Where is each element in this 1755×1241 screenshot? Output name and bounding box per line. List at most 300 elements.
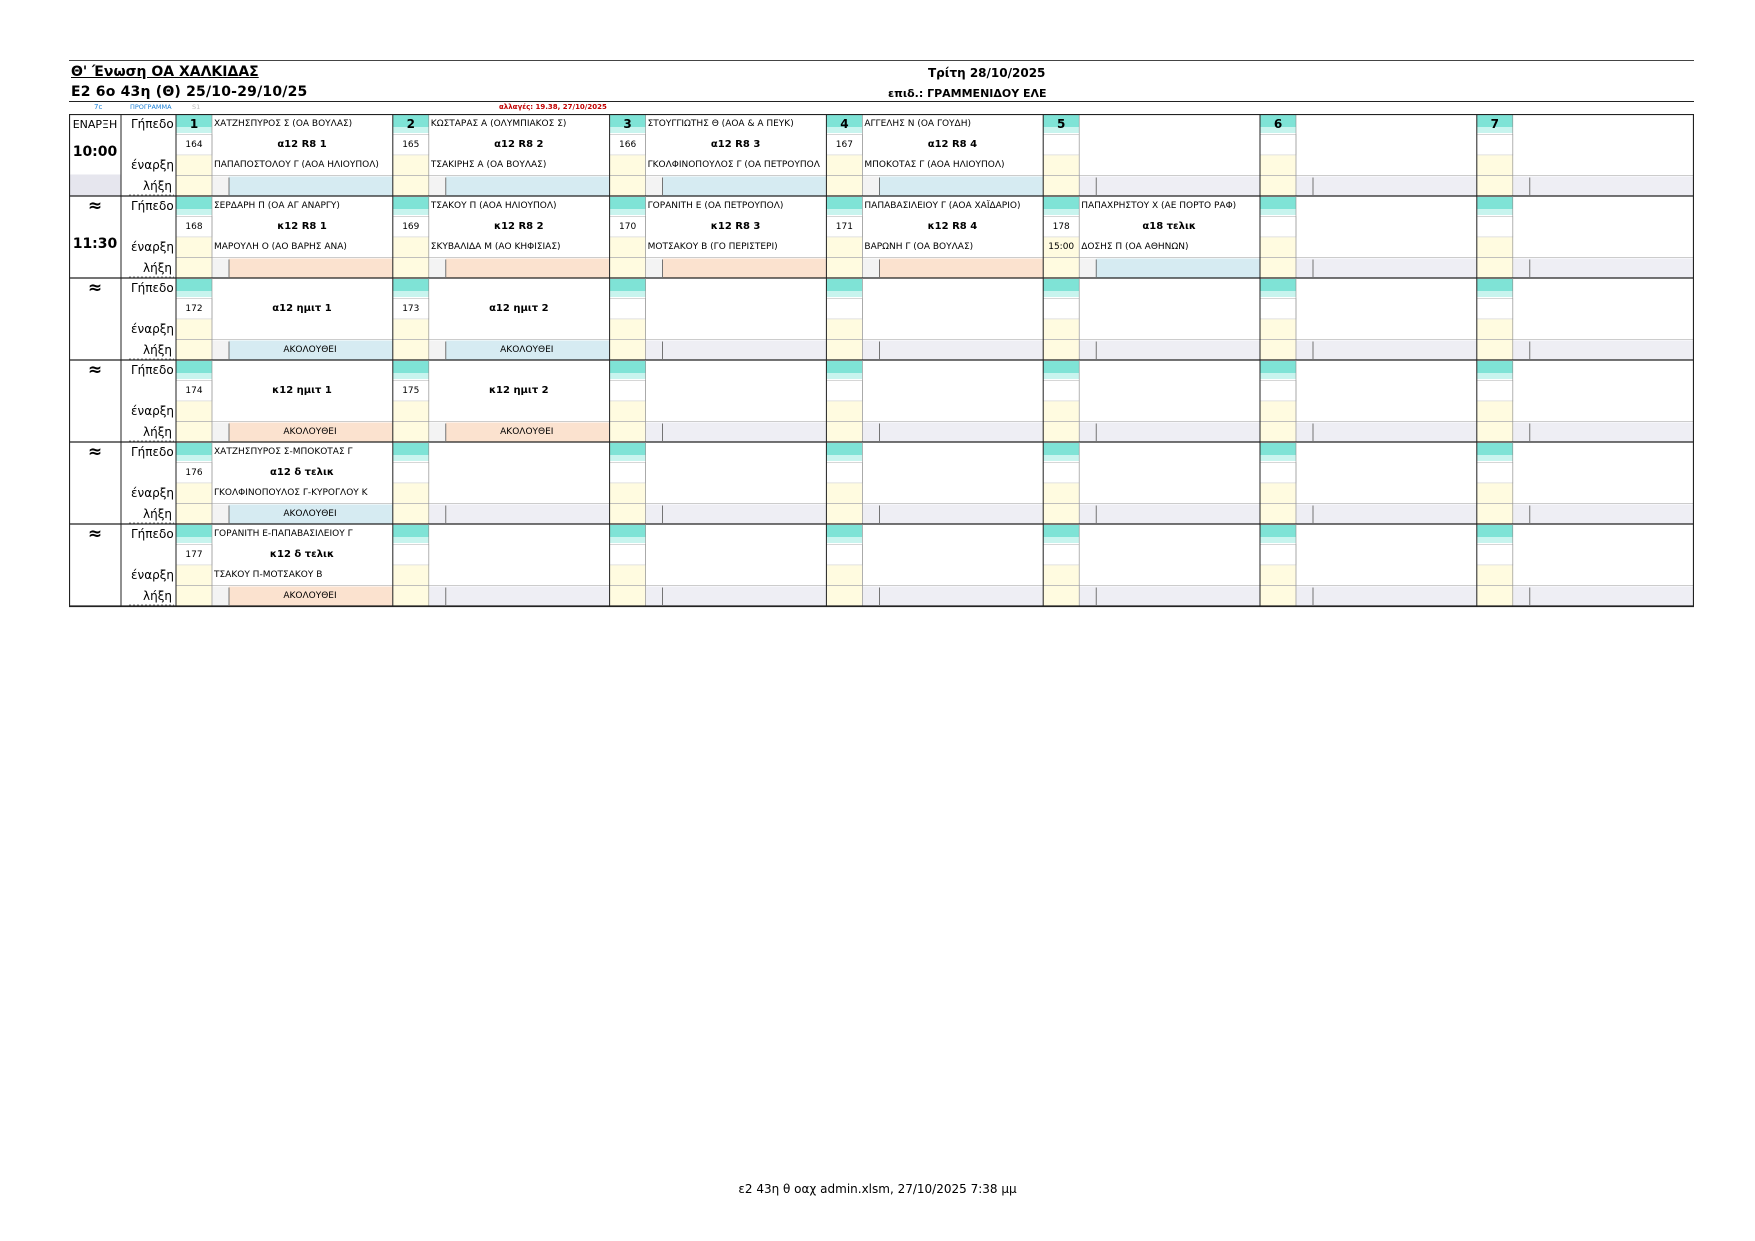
- end-time-cell: [1260, 422, 1296, 443]
- end-row-band: [1313, 341, 1477, 361]
- match-number-cell: [1477, 299, 1513, 320]
- end-row-prefix: [212, 587, 229, 607]
- court-header-gradient: [1477, 455, 1513, 461]
- start-label: έναρξη: [131, 158, 175, 172]
- start-label: έναρξη: [131, 486, 175, 500]
- end-time-cell: [1260, 586, 1296, 607]
- start-time-cell: [1477, 483, 1513, 504]
- court-header-cell: [1477, 443, 1513, 455]
- court-header-cell: [1043, 361, 1079, 373]
- end-row-band: [1530, 423, 1694, 443]
- start-time-cell: [1043, 565, 1079, 586]
- court-header-gradient: [176, 373, 212, 379]
- court-header-cell: [1260, 525, 1296, 537]
- court-label: Γήπεδο: [131, 445, 174, 459]
- player-top: ΓΟΡΑΝΙΤΗ Ε-ΠΑΠΑΒΑΣΙΛΕΙΟΥ Γ: [214, 529, 353, 539]
- end-time-cell: [1043, 422, 1079, 443]
- start-time-cell: [1260, 565, 1296, 586]
- court-header-gradient: [1043, 209, 1079, 215]
- match-category: α12 ημιτ 1: [272, 302, 332, 314]
- match-number-cell: [1260, 299, 1296, 320]
- court-header-cell: [393, 443, 429, 455]
- end-time-cell: [610, 586, 646, 607]
- end-row-band: [1096, 341, 1260, 361]
- court-header-gradient: [826, 373, 862, 379]
- match-number-cell: [1043, 381, 1079, 402]
- end-row-prefix: [862, 177, 879, 197]
- match-number-cell: [1043, 299, 1079, 320]
- player-bottom: ΓΚΟΛΦΙΝΟΠΟΥΛΟΣ Γ (ΟΑ ΠΕΤΡΟΥΠΟΛ: [647, 160, 820, 170]
- end-row-prefix: [1296, 587, 1313, 607]
- end-time-cell: [826, 176, 862, 197]
- end-row-prefix: [1079, 587, 1096, 607]
- top-border: [69, 60, 1694, 61]
- court-header-cell: [826, 197, 862, 209]
- court-header-cell: [826, 443, 862, 455]
- match-number: 173: [402, 303, 420, 314]
- start-time-cell: [610, 401, 646, 422]
- match-number: 164: [185, 139, 203, 150]
- court-number-4: 4: [840, 117, 849, 131]
- end-row-prefix: [212, 505, 229, 525]
- match-category: κ12 δ τελικ: [269, 548, 335, 560]
- end-time-cell: [1477, 586, 1513, 607]
- follows-label: ΑΚΟΛΟΥΘΕΙ: [283, 508, 337, 519]
- end-time-cell: [826, 586, 862, 607]
- end-time-cell: [393, 258, 429, 279]
- match-number-cell: [1477, 217, 1513, 238]
- court-header-gradient: [610, 455, 646, 461]
- start-label: έναρξη: [131, 568, 175, 582]
- end-time-cell: [1043, 258, 1079, 279]
- header-title: Θ' Ένωση ΟΑ ΧΑΛΚΙΔΑΣ: [71, 64, 259, 80]
- end-row-band: [1313, 587, 1477, 607]
- match-number-cell: [393, 463, 429, 484]
- end-row-prefix: [1079, 177, 1096, 197]
- player-top: ΣΕΡΔΑΡΗ Π (ΟΑ ΑΓ ΑΝΑΡΓΥ): [214, 201, 340, 211]
- end-row-band: [879, 505, 1043, 525]
- end-row-band: [663, 341, 827, 361]
- start-time-cell: [610, 483, 646, 504]
- end-row-band: [1530, 505, 1694, 525]
- end-row-prefix: [646, 177, 663, 197]
- end-time-cell: [1043, 586, 1079, 607]
- start-time-cell: [610, 155, 646, 176]
- player-bottom: ΠΑΠΑΠΟΣΤΟΛΟΥ Γ (ΑΟΑ ΗΛΙΟΥΠΟΛ): [214, 160, 379, 170]
- player-bottom: ΤΣΑΚΟΥ Π-ΜΟΤΣΑΚΟΥ Β: [214, 570, 323, 580]
- end-time-cell: [176, 176, 212, 197]
- court-header-cell: [610, 361, 646, 373]
- player-bottom: ΜΟΤΣΑΚΟΥ Β (ΓΟ ΠΕΡΙΣΤΕΡΙ): [647, 242, 778, 252]
- end-time-cell: [610, 422, 646, 443]
- end-row-prefix: [1296, 259, 1313, 279]
- end-label: λήξη: [143, 424, 173, 439]
- end-row-prefix: [429, 587, 446, 607]
- end-row-band: [1530, 587, 1694, 607]
- end-row-band: [446, 259, 610, 279]
- match-number-cell: [1043, 135, 1079, 156]
- end-row-band: [446, 505, 610, 525]
- start-time-cell: [610, 237, 646, 258]
- court-label: Γήπεδο: [131, 199, 174, 213]
- end-time-cell: [1043, 340, 1079, 361]
- match-number: 172: [185, 303, 203, 314]
- end-row-prefix: [1079, 259, 1096, 279]
- player-top: ΠΑΠΑΒΑΣΙΛΕΙΟΥ Γ (ΑΟΑ ΧΑΪΔΑΡΙΟ): [864, 201, 1021, 211]
- end-row-prefix: [1513, 423, 1530, 443]
- court-header-cell: [1043, 197, 1079, 209]
- block-time: 11:30: [72, 236, 118, 252]
- end-row-prefix: [862, 259, 879, 279]
- court-header-cell: [393, 197, 429, 209]
- end-row-prefix: [862, 587, 879, 607]
- court-header-cell: [1477, 197, 1513, 209]
- court-header-gradient: [826, 455, 862, 461]
- end-row-band: [1096, 505, 1260, 525]
- match-number-cell: [826, 299, 862, 320]
- court-header-cell: [393, 525, 429, 537]
- court-header-gradient: [393, 209, 429, 215]
- start-time-cell: [1477, 401, 1513, 422]
- end-row-prefix: [1513, 341, 1530, 361]
- start-time-cell: [393, 155, 429, 176]
- player-top: ΤΣΑΚΟΥ Π (ΑΟΑ ΗΛΙΟΥΠΟΛ): [430, 201, 557, 211]
- end-label: λήξη: [143, 178, 173, 193]
- follows-label: ΑΚΟΛΟΥΘΕΙ: [283, 344, 337, 355]
- match-number-cell: [1260, 381, 1296, 402]
- end-time-cell: [176, 422, 212, 443]
- end-row-prefix: [1296, 341, 1313, 361]
- court-number-6: 6: [1273, 117, 1283, 131]
- end-row-prefix: [1296, 177, 1313, 197]
- court-header-cell: [176, 525, 212, 537]
- court-header-cell: [176, 197, 212, 209]
- end-time-cell: [826, 258, 862, 279]
- end-row-band: [663, 505, 827, 525]
- court-header-cell: [1477, 361, 1513, 373]
- start-time-cell: [826, 155, 862, 176]
- start-time-cell: [1477, 155, 1513, 176]
- match-number-cell: [1043, 463, 1079, 484]
- end-time-cell: [1043, 176, 1079, 197]
- start-time-cell: [1260, 237, 1296, 258]
- match-category: κ12 R8 4: [927, 220, 978, 232]
- end-row-prefix: [429, 259, 446, 279]
- court-header-gradient: [1260, 537, 1296, 543]
- match-category: α12 R8 2: [494, 138, 544, 150]
- header-divider: [69, 101, 1694, 102]
- match-number-cell: [1260, 217, 1296, 238]
- match-number-cell: [1477, 463, 1513, 484]
- end-row-band: [879, 423, 1043, 443]
- start-time-cell: [176, 319, 212, 340]
- end-time-cell: [610, 504, 646, 525]
- end-row-prefix: [646, 587, 663, 607]
- court-header-cell: [1477, 279, 1513, 291]
- player-top: ΓΟΡΑΝΙΤΗ Ε (ΟΑ ΠΕΤΡΟΥΠΟΛ): [647, 201, 784, 211]
- court-header-cell: [1260, 361, 1296, 373]
- end-row-prefix: [646, 423, 663, 443]
- match-number: 176: [185, 467, 203, 478]
- match-number-cell: [610, 545, 646, 566]
- court-header-gradient: [826, 537, 862, 543]
- court-header-gradient: [1043, 537, 1079, 543]
- footer-filename: ε2 43η θ οαχ admin.xlsm, 27/10/2025 7:38 μμ: [738, 1182, 1017, 1196]
- match-number: 168: [185, 221, 203, 232]
- end-label: λήξη: [143, 506, 173, 521]
- small-program: ΠΡΟΓΡΑΜΜΑ: [130, 103, 172, 111]
- start-time-cell: [610, 565, 646, 586]
- match-category: α12 δ τελικ: [270, 466, 334, 478]
- court-header-gradient: [176, 209, 212, 215]
- start-time-cell: [1477, 237, 1513, 258]
- match-number-cell: [1043, 545, 1079, 566]
- court-header-gradient: [1477, 291, 1513, 297]
- court-label: Γήπεδο: [131, 527, 174, 541]
- header-date: Τρίτη 28/10/2025: [928, 66, 1046, 80]
- end-label: λήξη: [143, 342, 173, 357]
- end-row-prefix: [862, 423, 879, 443]
- player-bottom: ΓΚΟΛΦΙΝΟΠΟΥΛΟΣ Γ-ΚΥΡΟΓΛΟΥ Κ: [214, 488, 368, 498]
- start-time-cell: [1477, 319, 1513, 340]
- player-bottom: ΜΠΟΚΟΤΑΣ Γ (ΑΟΑ ΗΛΙΟΥΠΟΛ): [864, 160, 1005, 170]
- small-code: 7c: [94, 103, 103, 111]
- player-top: ΠΑΠΑΧΡΗΣΤΟΥ Χ (ΑΕ ΠΟΡΤΟ ΡΑΦ): [1081, 201, 1237, 211]
- court-header-gradient: [610, 373, 646, 379]
- court-header-cell: [1043, 525, 1079, 537]
- end-row-prefix: [646, 341, 663, 361]
- court-header-gradient: [393, 455, 429, 461]
- match-category: κ12 ημιτ 1: [272, 384, 332, 396]
- match-number-cell: [826, 463, 862, 484]
- start-time-cell: [1043, 483, 1079, 504]
- match-number: 178: [1052, 221, 1070, 232]
- end-row-band: [663, 259, 827, 279]
- court-header-gradient: [1043, 373, 1079, 379]
- court-header-gradient: [1043, 291, 1079, 297]
- end-row-prefix: [1079, 423, 1096, 443]
- match-number: 165: [402, 139, 420, 150]
- start-time-cell: [393, 483, 429, 504]
- court-header-gradient: [393, 537, 429, 543]
- player-top: ΧΑΤΖΗΣΠΥΡΟΣ Σ-ΜΠΟΚΟΤΑΣ Γ: [214, 447, 353, 457]
- end-time-cell: [610, 258, 646, 279]
- end-row-band: [663, 587, 827, 607]
- follows-label: ΑΚΟΛΟΥΘΕΙ: [500, 344, 554, 355]
- court-number-7: 7: [1490, 117, 1499, 131]
- player-bottom: ΔΟΣΗΣ Π (ΟΑ ΑΘΗΝΩΝ): [1081, 242, 1189, 252]
- end-row-prefix: [646, 259, 663, 279]
- end-time-cell: [826, 504, 862, 525]
- match-number: 175: [402, 385, 420, 396]
- match-number-cell: [1477, 545, 1513, 566]
- small-s: S1: [192, 103, 201, 111]
- start-time-cell: [1260, 483, 1296, 504]
- start-label: έναρξη: [131, 322, 175, 336]
- enarxi-grey-cell: [70, 175, 121, 197]
- player-top: ΧΑΤΖΗΣΠΥΡΟΣ Σ (ΟΑ ΒΟΥΛΑΣ): [214, 119, 353, 129]
- end-row-band: [663, 423, 827, 443]
- end-time-cell: [393, 504, 429, 525]
- end-row-prefix: [429, 505, 446, 525]
- court-header-cell: [1260, 279, 1296, 291]
- end-row-prefix: [429, 423, 446, 443]
- end-time-cell: [1043, 504, 1079, 525]
- start-time-cell: [1477, 565, 1513, 586]
- schedule-grid: [69, 114, 1694, 604]
- match-number-cell: [1477, 135, 1513, 156]
- match-number: 166: [619, 139, 637, 150]
- match-number-cell: [610, 381, 646, 402]
- match-category: α12 R8 3: [710, 138, 761, 150]
- match-number-cell: [826, 381, 862, 402]
- court-header-gradient: [393, 291, 429, 297]
- end-row-band: [1530, 341, 1694, 361]
- end-row-band: [879, 259, 1043, 279]
- match-number-cell: [1260, 545, 1296, 566]
- header-referee: επιδ.: ΓΡΑΜΜΕΝΙΔΟΥ ΕΛΕ: [888, 87, 1047, 100]
- match-category: κ12 R8 2: [493, 220, 544, 232]
- match-number-cell: [393, 545, 429, 566]
- court-header-cell: [176, 361, 212, 373]
- end-label: λήξη: [143, 588, 173, 603]
- end-row-band: [1096, 587, 1260, 607]
- end-row-prefix: [1513, 587, 1530, 607]
- court-header-gradient: [610, 537, 646, 543]
- court-header-cell: [1260, 443, 1296, 455]
- follows-label: ΑΚΟΛΟΥΘΕΙ: [500, 426, 554, 437]
- end-time-cell: [1260, 340, 1296, 361]
- player-bottom: ΒΑΡΩΝΗ Γ (ΟΑ ΒΟΥΛΑΣ): [864, 242, 974, 252]
- match-number: 174: [185, 385, 203, 396]
- court-header-gradient: [1477, 537, 1513, 543]
- end-row-prefix: [1079, 341, 1096, 361]
- player-bottom: ΣΚΥΒΑΛΙΔΑ Μ (ΑΟ ΚΗΦΙΣΙΑΣ): [430, 242, 561, 252]
- approx-sign: ≈: [87, 196, 103, 216]
- court-number-5: 5: [1057, 117, 1066, 131]
- court-header-cell: [610, 279, 646, 291]
- match-number: 170: [619, 221, 637, 232]
- match-number-cell: [610, 299, 646, 320]
- start-time-cell: [826, 565, 862, 586]
- start-label: έναρξη: [131, 240, 175, 254]
- match-number-cell: [1260, 135, 1296, 156]
- end-row-band: [446, 177, 610, 197]
- court-header-cell: [393, 361, 429, 373]
- end-row-band: [1096, 259, 1260, 279]
- end-row-prefix: [862, 341, 879, 361]
- start-time-cell: [826, 483, 862, 504]
- court-header-cell: [393, 279, 429, 291]
- court-header-gradient: [610, 209, 646, 215]
- end-row-band: [446, 587, 610, 607]
- court-header-gradient: [826, 291, 862, 297]
- end-time-cell: [1477, 176, 1513, 197]
- approx-sign: ≈: [87, 442, 103, 462]
- court-header-gradient: [176, 291, 212, 297]
- match-number-cell: [1477, 381, 1513, 402]
- match-category: α12 ημιτ 2: [489, 302, 549, 314]
- end-row-prefix: [646, 505, 663, 525]
- court-header-cell: [826, 279, 862, 291]
- start-label: έναρξη: [131, 404, 175, 418]
- match-number-cell: [610, 463, 646, 484]
- end-row-prefix: [212, 177, 229, 197]
- end-time-cell: [826, 340, 862, 361]
- end-time-cell: [1260, 258, 1296, 279]
- end-row-band: [229, 177, 393, 197]
- end-row-band: [1096, 423, 1260, 443]
- court-number-1: 1: [189, 117, 199, 131]
- end-row-band: [663, 177, 827, 197]
- court-header-gradient: [610, 291, 646, 297]
- end-time-cell: [1477, 258, 1513, 279]
- match-number: 169: [402, 221, 420, 232]
- follows-label: ΑΚΟΛΟΥΘΕΙ: [283, 426, 337, 437]
- court-header-cell: [610, 525, 646, 537]
- match-category: κ12 ημιτ 2: [488, 384, 549, 396]
- player-bottom: ΜΑΡΟΥΛΗ Ο (ΑΟ ΒΑΡΗΣ ΑΝΑ): [214, 242, 347, 252]
- end-row-band: [1313, 505, 1477, 525]
- court-header-gradient: [1477, 209, 1513, 215]
- end-row-prefix: [212, 259, 229, 279]
- court-label: Γήπεδο: [131, 117, 174, 131]
- start-time-cell: [176, 565, 212, 586]
- end-row-prefix: [212, 341, 229, 361]
- end-time-cell: [1477, 422, 1513, 443]
- player-top: ΣΤΟΥΓΓΙΩΤΗΣ Θ (ΑΟΑ & Α ΠΕΥΚ): [647, 119, 794, 129]
- end-time-cell: [1260, 504, 1296, 525]
- approx-sign: ≈: [87, 360, 103, 380]
- end-time-cell: [176, 340, 212, 361]
- end-row-prefix: [1296, 423, 1313, 443]
- end-time-cell: [1477, 340, 1513, 361]
- start-time-cell: [393, 565, 429, 586]
- end-row-prefix: [212, 423, 229, 443]
- end-label: λήξη: [143, 260, 173, 275]
- start-time-cell: [1260, 155, 1296, 176]
- court-header-cell: [1043, 279, 1079, 291]
- court-header-cell: [610, 443, 646, 455]
- end-row-prefix: [1079, 505, 1096, 525]
- court-header-gradient: [176, 455, 212, 461]
- court-label: Γήπεδο: [131, 363, 174, 377]
- start-time-cell: [176, 483, 212, 504]
- end-time-cell: [176, 586, 212, 607]
- end-row-band: [879, 177, 1043, 197]
- start-time-cell: [176, 155, 212, 176]
- match-number: 171: [835, 221, 853, 232]
- court-header-cell: [1477, 525, 1513, 537]
- end-time-cell: [1260, 176, 1296, 197]
- header-subtitle: Ε2 6ο 43η (Θ) 25/10-29/10/25: [71, 84, 308, 100]
- end-row-band: [1530, 177, 1694, 197]
- end-time-cell: [610, 176, 646, 197]
- end-row-prefix: [1513, 177, 1530, 197]
- end-row-prefix: [1296, 505, 1313, 525]
- player-top: ΑΓΓΕΛΗΣ Ν (ΟΑ ΓΟΥΔΗ): [864, 119, 971, 129]
- court-header-cell: [826, 525, 862, 537]
- start-time-cell: [1260, 319, 1296, 340]
- match-category: κ12 R8 3: [710, 220, 761, 232]
- follows-label: ΑΚΟΛΟΥΘΕΙ: [283, 590, 337, 601]
- start-time-cell: [393, 319, 429, 340]
- start-time-cell: [826, 401, 862, 422]
- start-time-cell: [610, 319, 646, 340]
- block-time: 10:00: [72, 144, 118, 160]
- court-header-gradient: [1260, 209, 1296, 215]
- end-time-cell: [393, 340, 429, 361]
